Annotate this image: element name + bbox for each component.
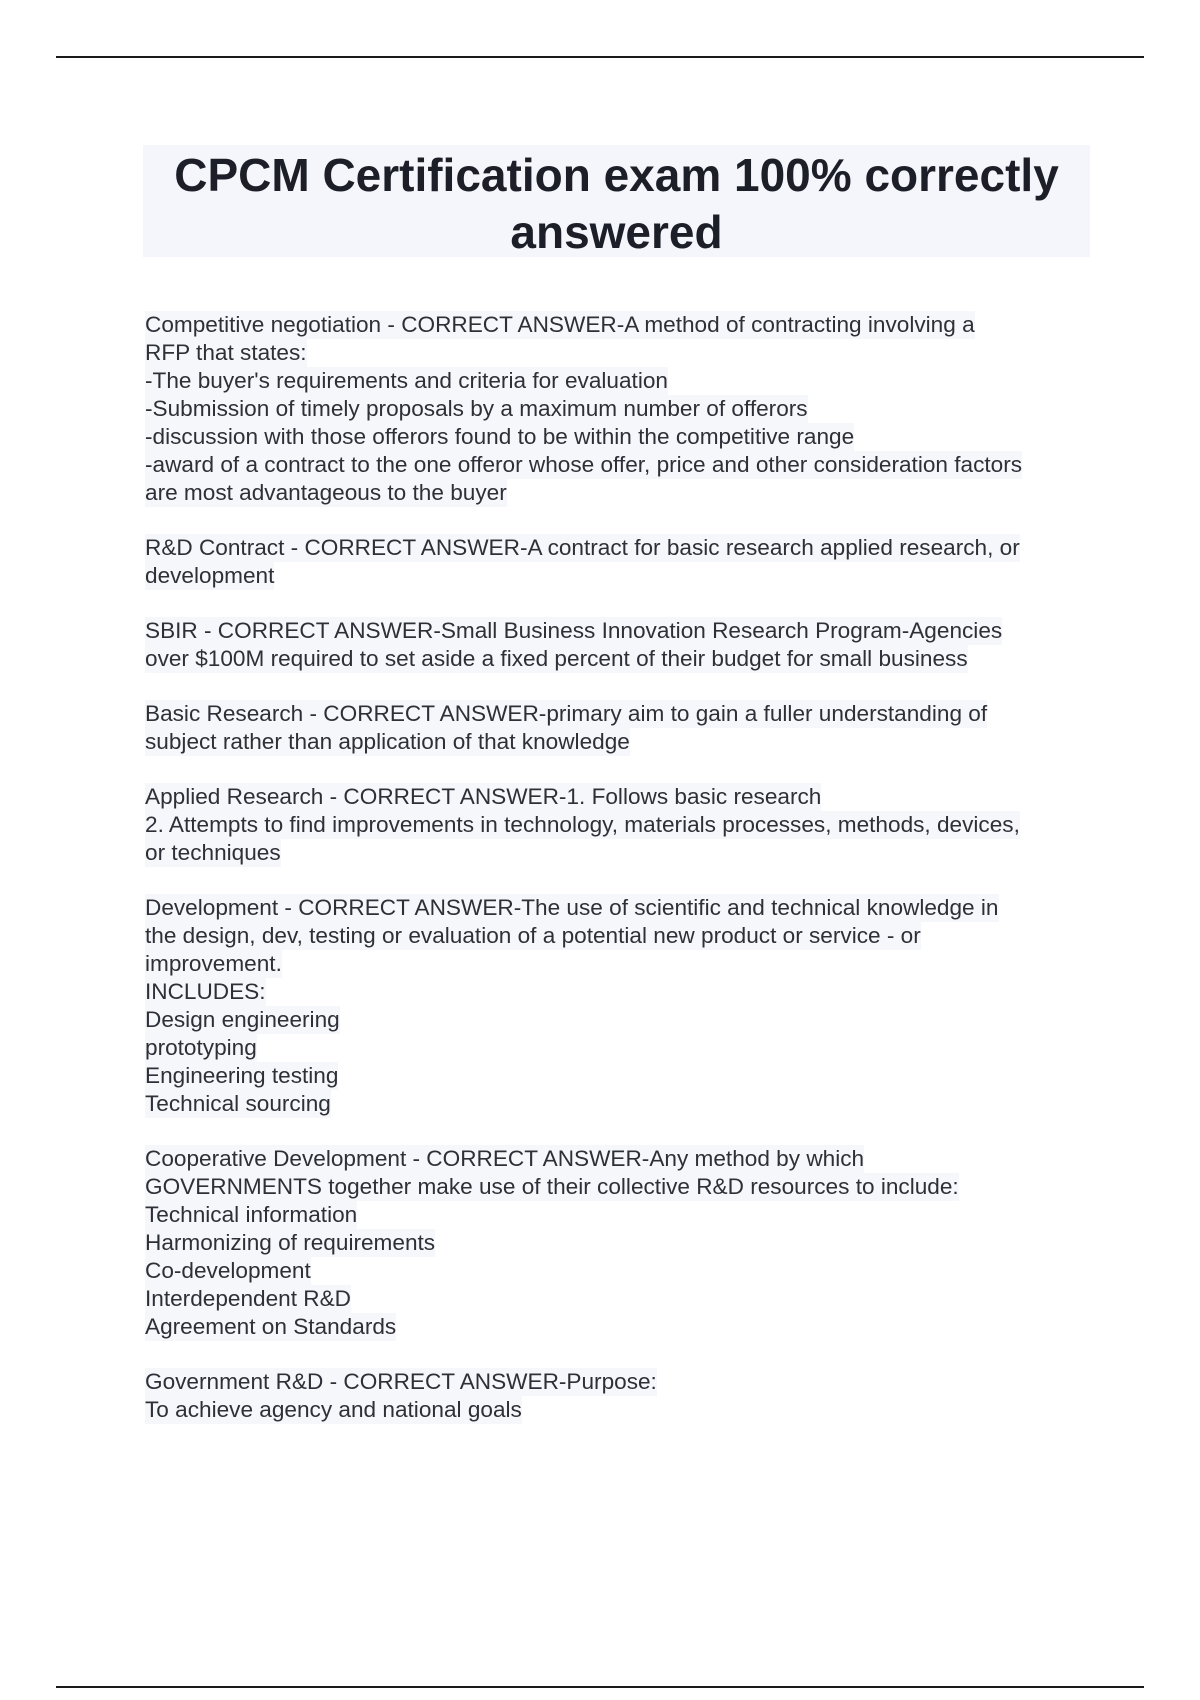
entry-text-line: -Submission of timely proposals by a maximum number of offerors <box>145 396 808 421</box>
qa-entry <box>145 534 1095 590</box>
qa-entry <box>145 783 1095 867</box>
entry-text-line: Agreement on Standards <box>145 1314 397 1339</box>
entry-text-line: Technical sourcing <box>145 1091 331 1116</box>
entry-text-line: Interdependent R&D <box>145 1286 351 1311</box>
entry-text-line: Engineering testing <box>145 1063 339 1088</box>
header-rule <box>56 56 1144 58</box>
entry-text-line: the design, dev, testing or evaluation of a potential new product or service - or <box>145 923 921 948</box>
entry-text-line: Harmonizing of requirements <box>145 1230 436 1255</box>
entry-term-line: Cooperative Development - CORRECT ANSWER-Any method by which <box>145 1146 865 1171</box>
qa-entries <box>145 311 1095 1451</box>
entry-term-line: Government R&D - CORRECT ANSWER-Purpose: <box>145 1369 657 1394</box>
entry-text-line: To achieve agency and national goals <box>145 1397 522 1422</box>
qa-entry <box>145 894 1095 1118</box>
title-block <box>143 145 1090 257</box>
entry-term-line: Development - CORRECT ANSWER-The use of scientific and technical knowledge in <box>145 895 999 920</box>
entry-text-line: GOVERNMENTS together make use of their collective R&D resources to include: <box>145 1174 959 1199</box>
qa-entry <box>145 1368 1095 1424</box>
entry-text-line: Co-development <box>145 1258 311 1283</box>
entry-text-line: -discussion with those offerors found to be within the competitive range <box>145 424 855 449</box>
qa-entry <box>145 617 1095 673</box>
entry-text-line: improvement. <box>145 951 282 976</box>
entry-text-line: -award of a contract to the one offeror whose offer, price and other consideration factors <box>145 452 1023 477</box>
page-title <box>143 145 1090 261</box>
entry-term-line: SBIR - CORRECT ANSWER-Small Business Innovation Research Program-Agencies <box>145 618 1003 643</box>
entry-text-line: 2. Attempts to find improvements in technology, materials processes, methods, devices, <box>145 812 1020 837</box>
entry-text-line: over $100M required to set aside a fixed percent of their budget for small business <box>145 646 968 671</box>
entry-text-line: subject rather than application of that knowledge <box>145 729 630 754</box>
entry-term-line: Basic Research - CORRECT ANSWER-primary aim to gain a fuller understanding of <box>145 701 988 726</box>
qa-entry <box>145 311 1095 507</box>
footer-rule <box>56 1686 1144 1688</box>
entry-term-line: Applied Research - CORRECT ANSWER-1. Follows basic research <box>145 784 822 809</box>
entry-text-line: INCLUDES: <box>145 979 266 1004</box>
qa-entry <box>145 1145 1095 1341</box>
entry-term-line: Competitive negotiation - CORRECT ANSWER-A method of contracting involving a <box>145 312 975 337</box>
entry-text-line: prototyping <box>145 1035 257 1060</box>
entry-text-line: or techniques <box>145 840 281 865</box>
qa-entry <box>145 700 1095 756</box>
title-line: CPCM Certification exam 100% correctly <box>174 149 1059 201</box>
entry-text-line: Design engineering <box>145 1007 340 1032</box>
title-line: answered <box>510 206 723 258</box>
entry-text-line: RFP that states: <box>145 340 307 365</box>
entry-text-line: -The buyer's requirements and criteria for evaluation <box>145 368 668 393</box>
entry-text-line: development <box>145 563 275 588</box>
entry-term-line: R&D Contract - CORRECT ANSWER-A contract for basic research applied research, or <box>145 535 1020 560</box>
entry-text-line: Technical information <box>145 1202 358 1227</box>
entry-text-line: are most advantageous to the buyer <box>145 480 507 505</box>
